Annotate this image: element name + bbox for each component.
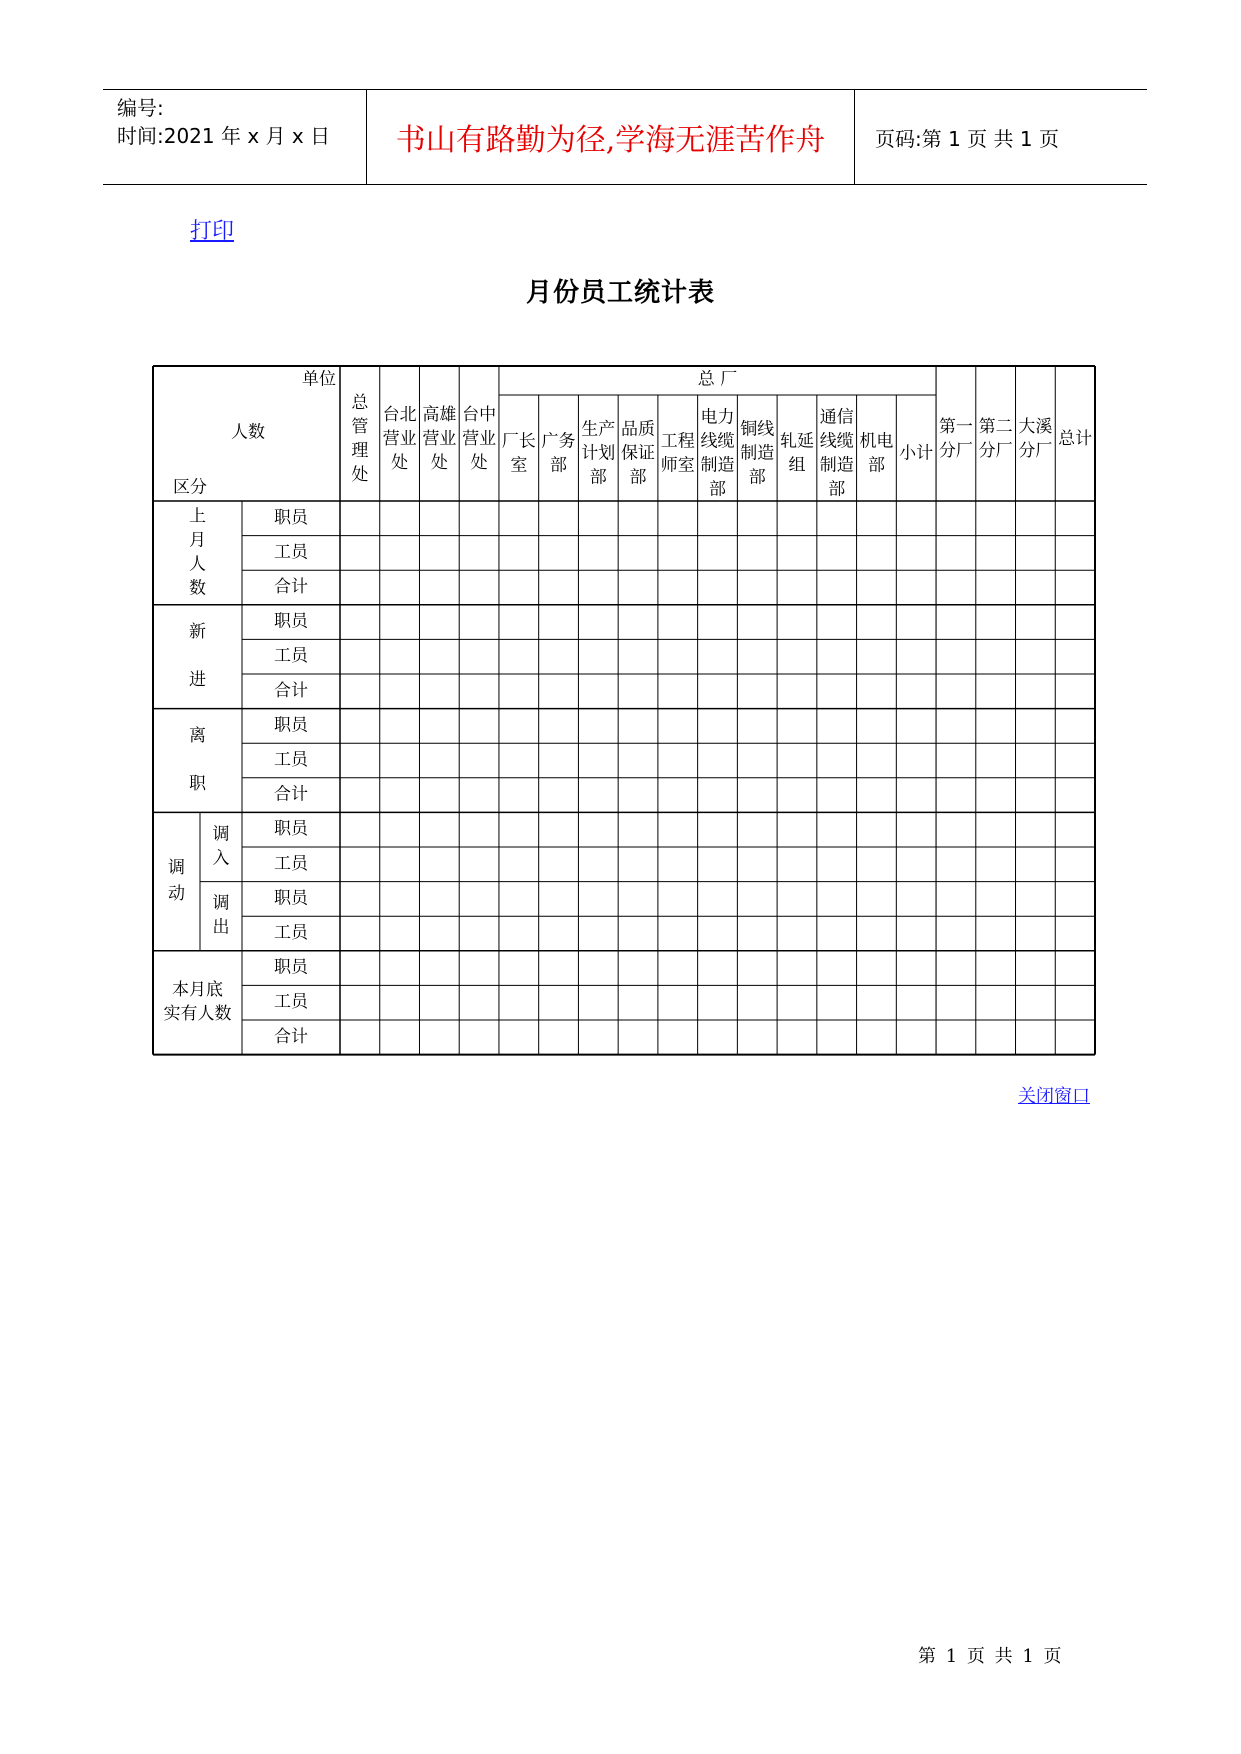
group-label: 调 [168,858,185,879]
row-label: 职员 [274,957,308,978]
column-header: 保证 [621,443,656,464]
subgroup-label: 调 [212,893,230,914]
column-header: 机电 [859,431,894,452]
group-label: 实有人数 [163,1004,232,1025]
document-header [103,89,1147,185]
column-header: 处 [351,465,369,485]
column-header: 部 [709,479,726,500]
row-label: 工员 [274,853,308,874]
column-header: 厂长 [501,431,536,452]
column-header: 线缆 [819,431,854,452]
time-label: 时间:2021 年 x 月 x 日 [117,124,331,148]
group-label: 月 [189,530,206,551]
column-header: 理 [351,441,369,461]
group-label: 新 [189,622,206,643]
header-motto: 书山有路勤为径,学海无涯苦作舟 [395,123,826,158]
row-label: 职员 [274,819,308,840]
column-header: 轧延 [779,431,814,452]
column-header: 分厂 [978,441,1013,461]
column-header: 总计 [1058,429,1093,449]
column-header: 部 [748,467,766,488]
row-label: 合计 [274,577,308,597]
print-link[interactable]: 打印 [190,219,235,244]
column-header: 制造 [700,455,735,476]
header-meta [117,94,330,150]
column-header: 营业 [422,429,457,449]
column-header: 师室 [660,455,695,476]
column-header: 第一 [938,417,973,437]
group-label: 职 [189,774,206,794]
corner-category-label: 区分 [173,477,207,498]
row-label: 工员 [274,542,308,563]
header-page-info: 页码:第 1 页 共 1 页 [875,126,1059,151]
column-header: 部 [867,455,885,476]
row-label: 工员 [274,750,308,770]
column-header: 制造 [819,455,854,476]
group-label: 人 [189,554,206,575]
column-header: 制造 [740,443,775,464]
subgroup-label: 调 [212,824,230,845]
page-footer: 第 1 页 共 1 页 [918,1646,1064,1667]
row-label: 工员 [274,646,308,667]
column-header: 计划 [581,443,616,464]
row-label: 职员 [274,715,308,736]
column-header: 部 [550,455,568,476]
group-label: 进 [189,670,206,691]
column-header: 总 [351,393,369,413]
row-label: 工员 [274,992,308,1013]
group-label: 离 [189,726,206,746]
column-header: 分厂 [938,441,973,461]
page-title: 月份员工统计表 [525,278,715,308]
column-header: 台中 [462,405,497,425]
column-header: 处 [391,453,409,473]
column-header: 营业 [382,429,417,449]
row-label: 工员 [274,923,308,943]
column-header: 铜线 [740,419,775,440]
column-header: 线缆 [700,431,735,452]
group-label: 数 [189,578,206,599]
column-header: 小计 [899,443,934,464]
column-header: 室 [510,455,528,476]
group-label: 上 [189,506,206,527]
column-header: 部 [828,479,846,500]
column-header: 工程 [660,431,695,452]
row-label: 职员 [274,507,308,528]
column-header: 部 [589,467,607,488]
column-header: 大溪 [1018,417,1053,437]
column-header: 广务 [541,431,576,452]
column-header: 分厂 [1018,441,1053,461]
row-label: 职员 [274,888,308,909]
column-header: 第二 [978,417,1013,437]
group-header-label: 总 厂 [697,369,738,390]
number-label: 编号: [117,96,164,120]
column-header: 营业 [462,429,497,449]
row-label: 合计 [274,784,308,805]
column-header: 处 [470,453,488,473]
corner-unit-label: 单位 [302,369,336,390]
subgroup-label: 出 [212,917,230,938]
row-label: 职员 [274,611,308,632]
column-header: 处 [430,453,448,473]
corner-count-label: 人数 [231,422,265,443]
column-header: 通信 [819,407,854,428]
column-header: 电力 [700,407,735,428]
row-label: 合计 [274,1026,308,1047]
group-label: 本月底 [172,980,223,1001]
close-window-link[interactable]: 关闭窗口 [1018,1086,1090,1107]
subgroup-label: 入 [212,848,230,869]
column-header: 台北 [382,405,417,425]
column-header: 管 [351,417,369,437]
group-label: 动 [168,884,185,905]
column-header: 组 [788,455,806,476]
column-header: 高雄 [422,405,457,425]
row-label: 合计 [274,680,308,701]
column-header: 品质 [621,419,656,440]
header-divider [854,90,855,184]
column-header: 生产 [581,419,616,440]
column-header: 部 [629,467,647,488]
